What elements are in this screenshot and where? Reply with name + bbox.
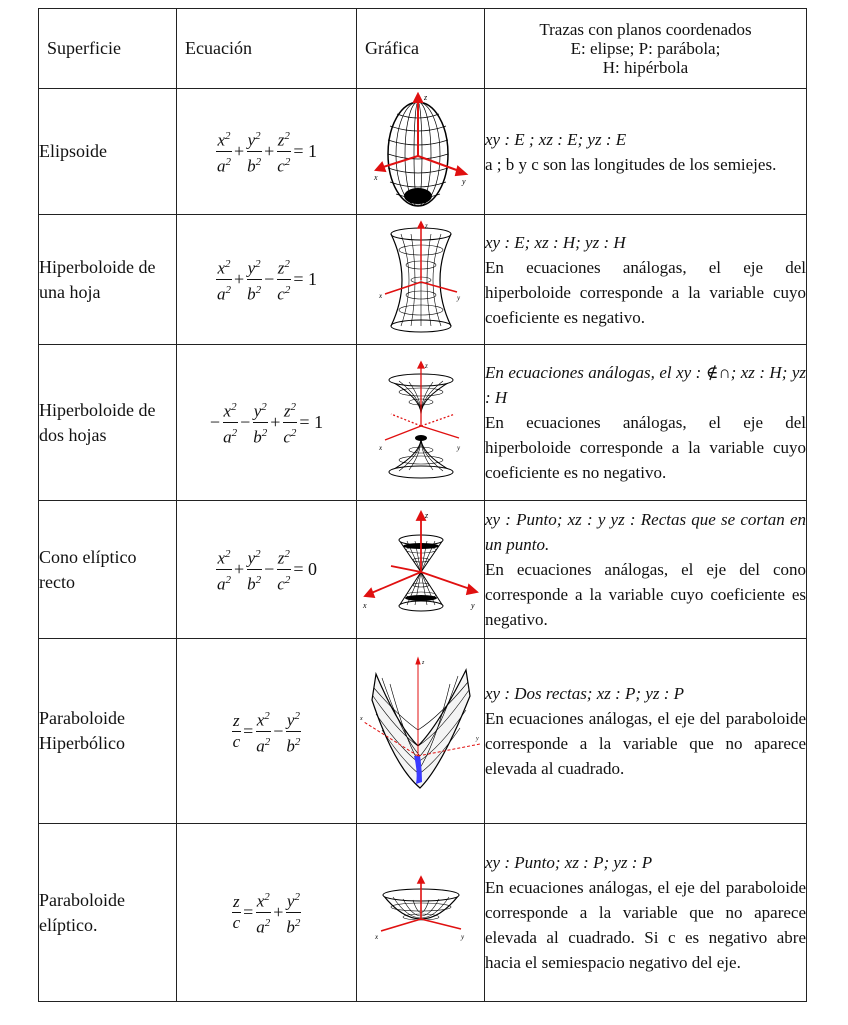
svg-text:y: y bbox=[461, 176, 466, 186]
equation: − $\frac{x^2}{a^2}$ − $\frac{y^2}{b^2}$ + $\frac{z^2}{c^2}$ = 1 bbox=[177, 345, 357, 501]
description-text: a ; b y c son las longitudes de los semiejes. bbox=[485, 154, 777, 174]
svg-text:x: x bbox=[378, 443, 382, 452]
graph-cell bbox=[357, 89, 485, 215]
ellipsoid-graph bbox=[366, 92, 476, 212]
svg-text:x: x bbox=[374, 932, 378, 941]
svg-text:x: x bbox=[373, 172, 378, 182]
description bbox=[485, 639, 807, 824]
equation: $\frac{x^2}{a^2}$ + $\frac{y^2}{b^2}$ − $\frac{z^2}{c^2}$ = 1 bbox=[177, 215, 357, 345]
header-traces: Trazas con planos coordenados E: elipse; P: parábola; H: hipérbola bbox=[485, 9, 807, 89]
description-text: En ecuaciones análogas, el eje del hiperboloide corresponde a la variable cuyo coeficiente es no negativo. bbox=[485, 413, 806, 482]
svg-text:z: z bbox=[424, 510, 428, 520]
svg-text:z: z bbox=[421, 660, 424, 666]
description bbox=[485, 345, 807, 501]
surface-name: Hiperboloide de una hoja bbox=[39, 215, 177, 345]
equation: $\frac{x^2}{a^2}$ + $\frac{y^2}{b^2}$ + $\frac{z^2}{c^2}$ = 1 bbox=[177, 89, 357, 215]
header-row bbox=[39, 9, 807, 89]
description bbox=[485, 89, 807, 215]
traces-text: xy : Punto; xz : y yz : Rectas que se cortan en un punto. bbox=[485, 510, 806, 554]
svg-text:y: y bbox=[475, 736, 479, 742]
elliptic-paraboloid-graph bbox=[371, 873, 471, 953]
surface-name: Paraboloide elíptico. bbox=[39, 824, 177, 1002]
svg-text:z: z bbox=[423, 92, 427, 102]
equation: $\frac{z}{c}$ = $\frac{x^2}{a^2}$ − $\frac{y^2}{b^2}$ bbox=[177, 639, 357, 824]
description-text: En ecuaciones análogas, el eje del paraboloide corresponde a la variable que no aparece elevada al cuadrado. bbox=[485, 709, 806, 778]
traces-text: xy : E; xz : H; yz : H bbox=[485, 232, 626, 252]
row-hyperbolic-paraboloid bbox=[39, 639, 807, 824]
header-surface: Superficie bbox=[39, 9, 177, 89]
row-ellipsoid bbox=[39, 89, 807, 215]
surface-name: Hiperboloide de dos hojas bbox=[39, 345, 177, 501]
svg-text:y: y bbox=[470, 600, 475, 610]
hyperboloid-two-sheets-graph bbox=[371, 358, 471, 488]
header-equation: Ecuación bbox=[177, 9, 357, 89]
surface-name: Elipsoide bbox=[39, 89, 177, 215]
cone-graph bbox=[361, 510, 481, 630]
hyperbolic-paraboloid-graph bbox=[358, 656, 484, 806]
header-graph: Gráfica bbox=[357, 9, 485, 89]
svg-text:z: z bbox=[424, 221, 428, 230]
graph-cell bbox=[357, 345, 485, 501]
graph-cell bbox=[357, 824, 485, 1002]
svg-text:y: y bbox=[456, 293, 460, 302]
quadric-surfaces-table bbox=[38, 8, 807, 1002]
traces-text: En ecuaciones análogas, el xy : ∉∩; xz : H; yz : H bbox=[485, 363, 806, 407]
row-hyperboloid-one-sheet bbox=[39, 215, 807, 345]
description-text: En ecuaciones análogas, el eje del paraboloide corresponde a la variable que no aparece elevada al cuadrado. Si c es negativo abre hacia el semiespacio negativo del eje. bbox=[485, 878, 806, 972]
description bbox=[485, 215, 807, 345]
surface-name: Cono elíptico recto bbox=[39, 501, 177, 639]
row-elliptic-paraboloid bbox=[39, 824, 807, 1002]
graph-cell bbox=[357, 501, 485, 639]
svg-text:y: y bbox=[456, 443, 460, 452]
description bbox=[485, 824, 807, 1002]
row-hyperboloid-two-sheets bbox=[39, 345, 807, 501]
hyperboloid-one-sheet-graph bbox=[371, 220, 471, 340]
graph-cell bbox=[357, 215, 485, 345]
equation: $\frac{z}{c}$ = $\frac{x^2}{a^2}$ + $\frac{y^2}{b^2}$ bbox=[177, 824, 357, 1002]
description-text: En ecuaciones análogas, el eje del hiperboloide corresponde a la variable cuyo coeficiente es negativo. bbox=[485, 257, 806, 327]
equation: $\frac{x^2}{a^2}$ + $\frac{y^2}{b^2}$ − $\frac{z^2}{c^2}$ = 0 bbox=[177, 501, 357, 639]
traces-text: xy : Punto; xz : P; yz : P bbox=[485, 853, 653, 872]
description bbox=[485, 501, 807, 639]
traces-text: xy : Dos rectas; xz : P; yz : P bbox=[485, 684, 685, 703]
svg-text:z: z bbox=[424, 361, 428, 370]
svg-text:x: x bbox=[362, 600, 367, 610]
row-elliptic-cone bbox=[39, 501, 807, 639]
svg-text:x: x bbox=[359, 716, 363, 722]
graph-cell bbox=[357, 639, 485, 824]
svg-text:x: x bbox=[378, 291, 382, 300]
traces-text: xy : E ; xz : E; yz : E bbox=[485, 129, 627, 149]
description-text: En ecuaciones análogas, el eje del cono corresponde a la variable cuyo coeficiente es negativo. bbox=[485, 560, 806, 629]
surface-name: Paraboloide Hiperbólico bbox=[39, 639, 177, 824]
svg-text:y: y bbox=[460, 932, 464, 941]
